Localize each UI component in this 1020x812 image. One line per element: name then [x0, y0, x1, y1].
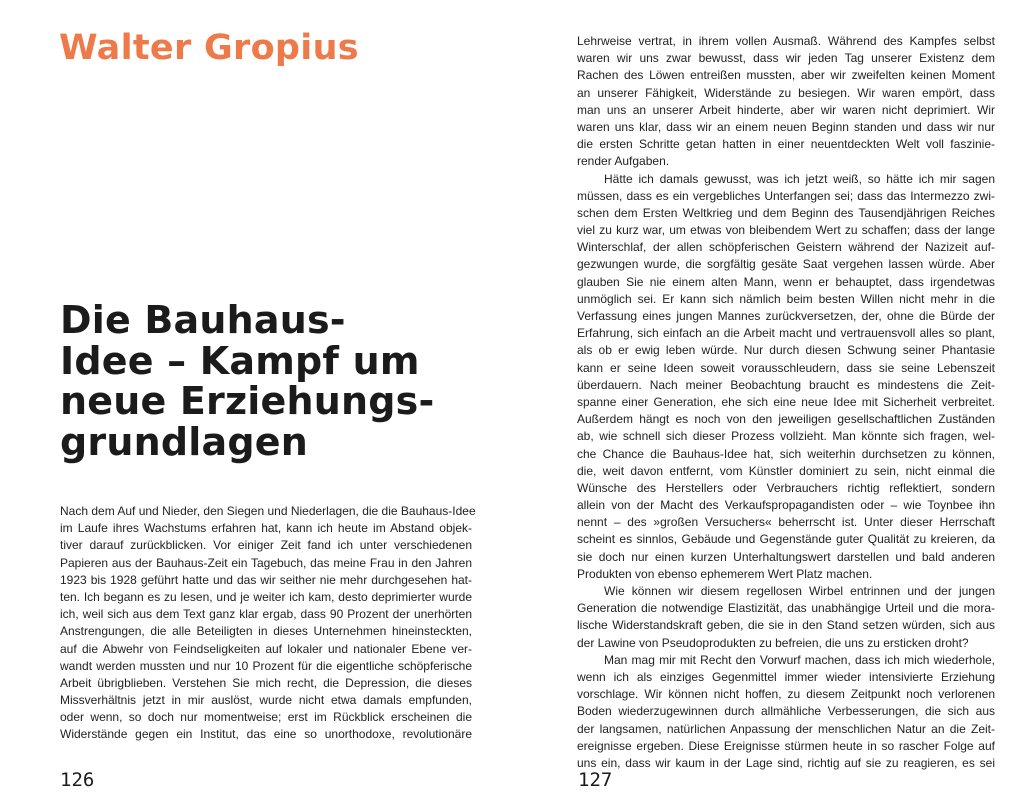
text-line: Boden wiederzugewinnen durch allmähliche Verbesserungen, die sich aus	[577, 704, 995, 719]
text-line: 1923 bis 1928 geführt hatte und das wir seither nie mehr durchgesehen hat-	[60, 572, 472, 587]
text-line: Wünsche des Herstellers oder Verbrauchers richtig reflektiert, sondern	[577, 480, 995, 495]
chapter-title-line: grundlagen	[60, 419, 308, 464]
text-line: viel zu kurz war, um etwas von bleibendem Wert zu schaffen; dass der lange	[577, 223, 995, 238]
page-number-right: 127	[578, 769, 613, 791]
right-body-text	[577, 33, 995, 772]
text-line: vorschlage. Wir können nicht hoffen, zu diesem Zeitpunkt noch verlorenen	[577, 687, 995, 702]
text-line: glauben Sie nie einem alten Mann, wenn er behauptet, dass irgendetwas	[577, 274, 995, 289]
chapter-title-line: Die Bauhaus-	[60, 298, 346, 342]
text-line: als ob er ewig leben würde. Nur durch diesen Schwung seiner Phantasie	[577, 343, 995, 358]
text-line: kann er seine Ideen soweit vorausschleudern, dass sie seine Lebenszeit	[577, 360, 995, 375]
text-line: tiver darauf zurückblicken. Vor einiger Zeit fand ich unter verschiedenen	[60, 538, 472, 553]
text-line: gezwungen wurde, die sorgfältig gesäte Saat vergehen lassen würde. Aber	[577, 257, 995, 272]
text-line: Produkten von ebenso ephemerem Wert Platz machen.	[577, 566, 873, 581]
left-body-text	[60, 503, 476, 744]
text-line: oder wenn, so doch nur momentweise; erst im Rückblick erscheinen die	[60, 710, 472, 725]
text-line: ereignisse ergeben. Diese Ereignisse stürmen heute in so rascher Folge auf	[577, 738, 995, 753]
text-line: der langsamen, natürlichen Anpassung der menschlichen Natur an die Zeit-	[577, 721, 995, 736]
text-line: unmöglich sei. Er kann sich nämlich beim besten Willen nicht mehr in die	[577, 291, 995, 306]
text-line: Wie können wir diesem regellosen Wirbel entrinnen und der jungen	[604, 584, 995, 598]
chapter-title	[60, 300, 490, 462]
text-line: man uns an unserer Arbeit hinderte, aber wir waren nicht deprimiert. Wir	[577, 102, 995, 117]
text-line: die, weit davon entfernt, vom Künstler dominiert zu sein, nicht einmal die	[577, 463, 995, 478]
text-line: wandt werden mussten und nur 10 Prozent für die eigentliche schöpferische	[60, 658, 472, 673]
text-line: che Chance die Bauhaus-Idee hat, sich weiterhin durchsetzen zu können,	[577, 446, 995, 461]
text-line: Nach dem Auf und Nieder, den Siegen und Niederlagen, die die Bauhaus-Idee	[60, 504, 476, 518]
text-line: Missverhältnis jetzt in mir auslöst, wurde nicht etwa damals empfunden,	[60, 693, 472, 708]
chapter-title-line: neue Erziehungs-	[60, 379, 435, 423]
chapter-title-line: Idee – Kampf um	[60, 338, 420, 383]
text-line: Generation die notwendige Elastizität, das unabhängige Urteil und die mora-	[577, 601, 995, 616]
right-page	[510, 0, 1020, 812]
text-line: uns ein, dass wir kaum in der Lage sind, richtig auf sie zu reagieren, es sei	[577, 755, 995, 770]
text-line: nennt – des »großen Versuchers« beherrscht ist. Unter dieser Herrschaft	[577, 515, 995, 530]
text-line: wenn ich als einziges Gegenmittel immer wieder intensivierte Erziehung	[577, 669, 995, 684]
text-line: im Laufe ihres Wachstums erfahren hat, kann ich heute im Abstand objek-	[60, 521, 472, 536]
text-line: lische Widerstandskraft geben, die sie in den Stand setzen würden, sich aus	[577, 618, 995, 633]
text-line: ich, weil sich aus dem Text ganz klar ergab, dass 90 Prozent der unerhörten	[60, 607, 472, 622]
text-line: Erfahrung, sich einfach an die Arbeit macht und vertrauensvoll alles so plant,	[577, 326, 995, 341]
text-line: ab, wie schnell sich dieser Prozess vollzieht. Man könnte sich fragen, wel-	[577, 429, 995, 444]
text-line: Lehrweise vertrat, in ihrem vollen Ausmaß. Während des Kampfes selbst	[577, 34, 995, 48]
page-number-left: 126	[60, 769, 95, 791]
text-line: ten. Ich begann es zu lesen, und je weiter ich kam, desto deprimierter wurde	[60, 589, 472, 604]
text-line: überdauern. Nach meiner Beobachtung braucht es mindestens die Zeit-	[577, 377, 995, 392]
text-line: allein von der Macht des Verkaufspropagandisten oder – wie Toynbee ihn	[577, 498, 995, 513]
author-name: Walter Gropius	[59, 28, 359, 68]
text-line: der Lawine von Pseudoprodukten zu befreien, die uns zu ersticken droht?	[577, 635, 969, 650]
text-line: Papieren aus der Bauhaus-Zeit ein Tagebuch, das meine Frau in den Jahren	[60, 555, 472, 570]
text-line: an unserer Fähigkeit, Widerstände zu besiegen. Wir waren empört, dass	[577, 85, 995, 100]
text-line: müssen, dass es ein vergebliches Unterfangen sei; dass das Intermezzo zwi-	[577, 188, 995, 203]
text-line: render Aufgaben.	[577, 154, 670, 169]
text-line: Verfassung eines jungen Mannes zurückversetzen, der, ohne die Bürde der	[577, 309, 995, 323]
text-line: Winterschlaf, der allen schöpferischen Geistern während der Nazizeit auf-	[577, 240, 995, 255]
text-line: Außerdem hängt es noch von den jeweiligen gesellschaftlichen Zuständen	[577, 412, 995, 427]
text-line: sie doch nur einen kurzen Unterhaltungswert darstellen und bald anderen	[577, 549, 995, 564]
text-line: schen dem Ersten Weltkrieg und dem Beginn des Tausendjährigen Reiches	[577, 205, 995, 220]
text-line: waren uns klar, dass wir an einem neuen Beginn standen und dass wir nur	[577, 119, 995, 134]
text-line: die ersten Schritte getan hatten in einer neuentdeckten Welt voll faszinie-	[577, 137, 995, 152]
text-line: spanne einer Generation, ehe sich eine neue Idee mit Sicherheit verbreitet.	[577, 394, 995, 409]
text-line: Widerstände gegen ein Institut, das eine so unorthodoxe, revolutionäre	[60, 727, 472, 742]
text-line: waren wir uns zwar bewusst, dass wir jeden Tag unserer Existenz dem	[577, 51, 995, 66]
text-line: auf die Abwehr von Feindseligkeiten auf lokaler und nationaler Ebene ver-	[60, 641, 472, 656]
text-line: Arbeit übrigblieben. Verstehen Sie mich recht, die Depression, die dieses	[60, 675, 472, 690]
text-line: Rachen des Löwen entreißen mussten, aber wir zweifelten keinen Moment	[577, 68, 995, 83]
text-line: Man mag mir mit Recht den Vorwurf machen, dass ich mich wiederhole,	[604, 652, 995, 667]
text-line: Anstrengungen, die alle Beteiligten in dieses Unternehmen hineinsteckten,	[60, 624, 472, 639]
text-line: Hätte ich damals gewusst, was ich jetzt weiß, so hätte ich mir sagen	[604, 171, 995, 186]
text-line: scheint es sinnlos, Gebäude und Gegenstände guter Qualität zu kreieren, da	[577, 532, 995, 547]
